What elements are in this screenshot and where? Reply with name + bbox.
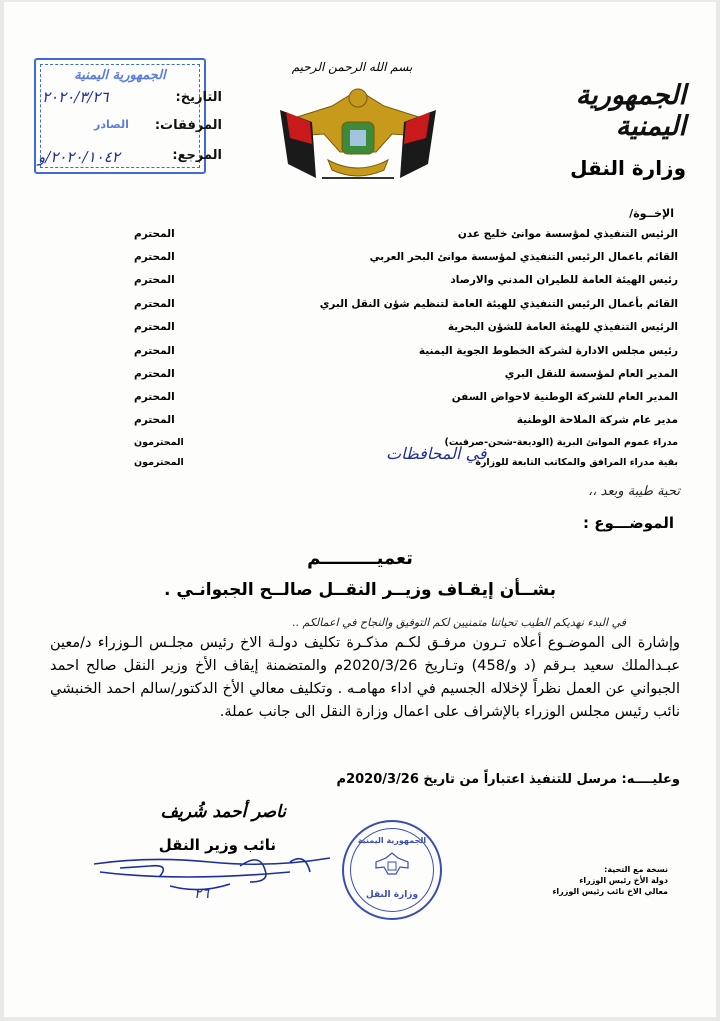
reference-label: المرجع:	[172, 148, 222, 163]
handwritten-signature-icon	[90, 842, 340, 902]
copy-to-line: دولة الأخ رئيس الوزراء	[579, 876, 668, 885]
greeting: تحية طيبة وبعد ،،	[588, 484, 680, 499]
recipient-row: بقية مدراء المرافق والمكاتب التابعة للوزارة المحترمون	[134, 457, 678, 468]
seal-bottom-text: وزارة النقل	[365, 890, 419, 900]
body-paragraph: وإشارة الى الموضـوع أعلاه تـرون مرفـق لكـم مذكـرة تكليف دولـة الاخ رئيس مجلـس الـوزراء د/معين عبـدالملك سعيد بـرقم (د و/458) وتـاريخ 2020/3/26م والمتضمنة إيقاف الأخ وزير النقل صالح احمد الجبواني عن العمل نظراً لإخلاله الجسيم في اداء مهامـه . وتكليف معالي الأخ الدكتور/سالم احمد الخنبشي نائب رئيس مجلس الوزراء بالإشراف على اعمال وزارة النقل الى جانب عملة.	[50, 635, 681, 720]
republic-name: الجمهورية اليمنية	[575, 80, 686, 142]
circular-title: تعميـــــــــم	[307, 548, 413, 569]
recipient-row: المدير العام للشركة الوطنية لاحواض السفن المحترم	[134, 391, 678, 403]
handwritten-governorates: في المحافظات	[386, 444, 487, 463]
closing-line: وعليــــه: مرسل للتنفيذ اعتباراً من تاريخ 2020/3/26م	[336, 772, 680, 787]
recipient-row: الرئيس التنفيذي للهيئة العامة للشؤن البحرية المحترم	[134, 321, 678, 333]
document-page	[4, 2, 716, 1017]
recipient-row: الرئيس التنفيذي لمؤسسة موانئ خليج عدن المحترم	[134, 228, 678, 240]
stamp-outgoing-label: الصادر	[94, 118, 129, 131]
ministry-seal	[342, 820, 442, 920]
attachments-label: المرفقات:	[154, 118, 222, 133]
recipient-row: مدراء عموم الموانئ البرية (الوديعة-شحن-صرفيت) المحترمون	[134, 437, 678, 448]
subject-label: الموضـــوع :	[583, 514, 674, 532]
basmala: بسم الله الرحمن الرحيم	[291, 60, 413, 74]
copy-to-label: نسخة مع التحية:	[604, 865, 668, 874]
recipient-row: رئيس الهيئة العامة للطيران المدني والارصاد المحترم	[134, 274, 678, 286]
date-label: التاريخ:	[175, 90, 222, 105]
recipient-row: القائم بأعمال الرئيس التنفيذي للهيئة العامة لتنظيم شؤن النقل البري المحترم	[134, 298, 678, 310]
stamp-title: الجمهورية اليمنية	[74, 68, 166, 83]
ministry-name: وزارة النقل	[570, 156, 686, 180]
date-value: ٢٠٢٠/٣/٢٦	[42, 88, 109, 106]
circular-subject: بشــأن إيقـاف وزيــر النقــل صالــح الجبوانـي .	[163, 580, 556, 600]
signatory-name: ناصر أحمد شُريف	[160, 802, 286, 822]
copy-to	[552, 864, 668, 897]
recipient-row: رئيس مجلس الادارة لشركة الخطوط الجوية اليمنية المحترم	[134, 345, 678, 357]
handwritten-intro: في البدء نهديكم الطيب تحياتنا متمنيين لكم التوفيق والنجاح في اعمالكم ..	[292, 616, 626, 629]
eagle-emblem-icon	[272, 78, 444, 188]
letterhead	[516, 80, 686, 180]
recipient-row: القائم باعمال الرئيس التنفيذي لمؤسسة موانئ البحر العربي المحترم	[134, 251, 678, 263]
seal-eagle-icon	[374, 852, 410, 882]
recipient-row: مدير عام شركة الملاحة الوطنية المحترم	[134, 414, 678, 426]
signatory-title: نائب وزير النقل	[158, 836, 276, 854]
signature-number: ٢٦	[194, 886, 210, 902]
seal-top-text: الجمهورية اليمنية	[357, 836, 427, 845]
recipient-row: المدير العام لمؤسسة للنقل البري المحترم	[134, 368, 678, 380]
salutation: الإخــوة/	[629, 207, 674, 220]
copy-to-line: معالي الاخ نائب رئيس الوزراء	[552, 887, 668, 896]
reference-value: ٢٠٢٠/١٠٤٢/و	[38, 148, 120, 166]
